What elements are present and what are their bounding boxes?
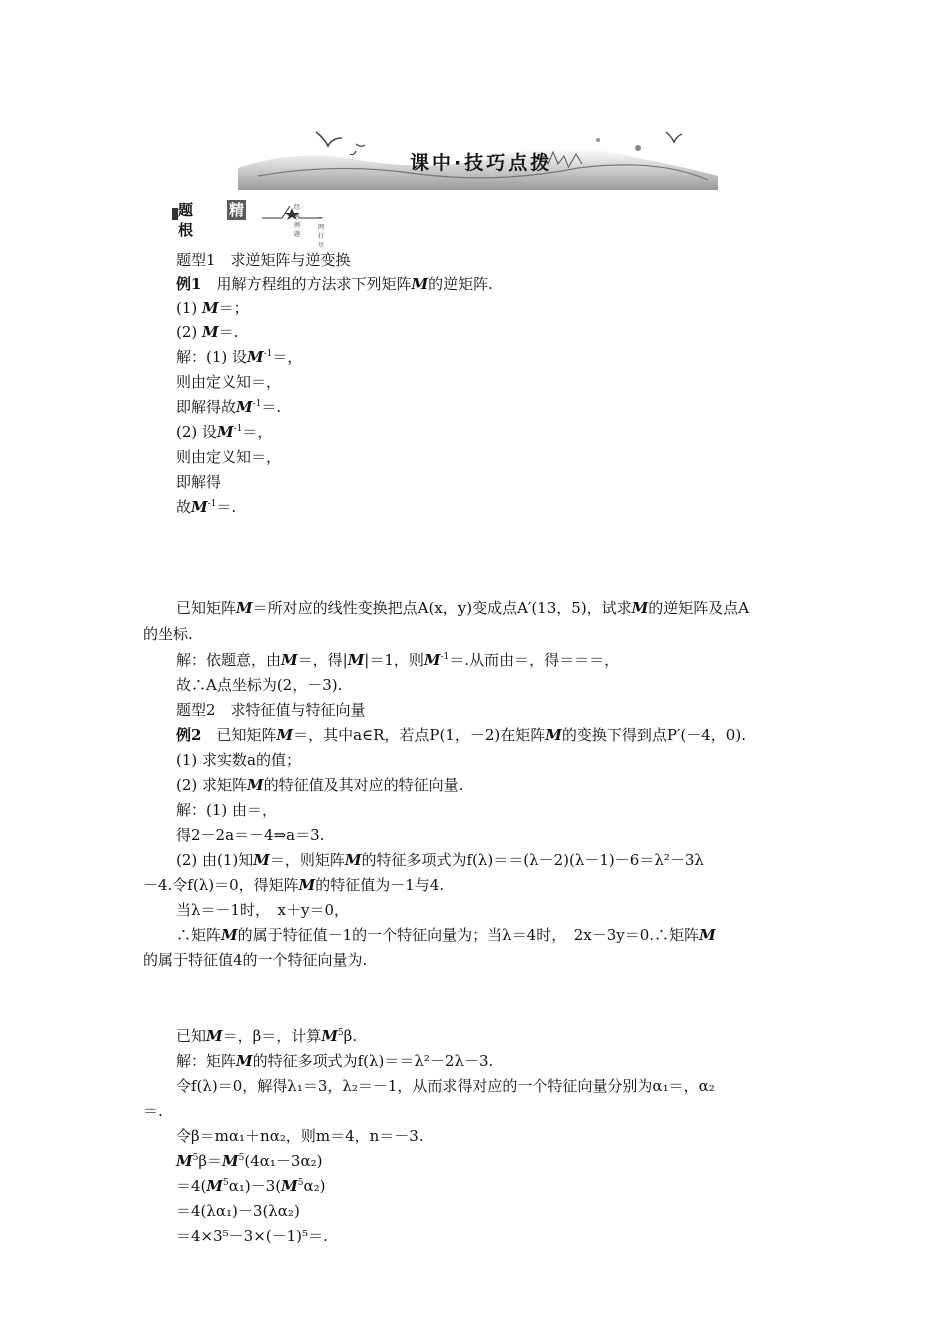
sol2-line1: 解：(1) 由＝， bbox=[176, 801, 278, 819]
practice2-sol8: ＝4×3⁵－3×(－1)⁵＝. bbox=[176, 1227, 328, 1245]
heading-type1: 题型1 求逆矩阵与逆变换 bbox=[176, 251, 351, 269]
tag-star-icon bbox=[262, 204, 322, 220]
sol1-line4: (2) 设$M^{-1}=$， bbox=[176, 423, 273, 441]
sol1-line6: 即解得 bbox=[176, 473, 222, 491]
sol1-line2: 则由定义知＝， bbox=[176, 373, 282, 391]
practice1-sol2: 故∴A点坐标为(2，－3). bbox=[176, 676, 343, 694]
heading-type2: 题型2 求特征值与特征向量 bbox=[176, 701, 366, 719]
sol1-line1: 解：(1) 设$M^{-1}=$， bbox=[176, 348, 303, 366]
ex1-part1: (1) M＝； bbox=[176, 299, 249, 317]
practice2-sol5: $M^5\beta=M^5(4\alpha_1-3\alpha_2)$ bbox=[176, 1152, 323, 1170]
example1-line: 例1 用解方程组的方法求下列矩阵M的逆矩阵. bbox=[176, 275, 493, 293]
practice2-sol1: 解：矩阵M的特征多项式为f(λ)＝＝λ²－2λ－3. bbox=[176, 1052, 494, 1070]
ex2-part1: (1) 求实数a的值； bbox=[176, 751, 301, 769]
bird-icon bbox=[316, 132, 342, 146]
sol2-line7: 的属于特征值4的一个特征向量为. bbox=[143, 951, 368, 969]
practice2-sol2: 令f(λ)＝0，解得λ₁＝3，λ₂＝－1，从而求得对应的一个特征向量分别为α₁＝，α₂ bbox=[176, 1077, 715, 1095]
tag-right: 精选 bbox=[229, 201, 245, 239]
sol1-line5: 则由定义知＝， bbox=[176, 448, 282, 466]
practice2-sol6: $=4(M^5\alpha_1)-3(M^5\alpha_2)$ bbox=[176, 1177, 326, 1195]
example2-line: 例2 已知矩阵M＝，其中a∈R，若点P(1，－2)在矩阵M的变换下得到点P′(－4，0). bbox=[176, 726, 746, 744]
sol2-line2: 得2－2a＝－4⇒a＝3. bbox=[176, 826, 325, 844]
sol2-line5: 当λ＝－1时， x＋y＝0， bbox=[176, 901, 350, 919]
sol1-line7: 故$M^{-1}=$. bbox=[176, 498, 237, 516]
practice2-sol7: ＝4(λα₁)－3(λα₂) bbox=[176, 1202, 300, 1220]
sol2-line4: －4.令f(λ)＝0，得矩阵M的特征值为－1与4. bbox=[143, 876, 445, 894]
practice2-line1: 已知M＝，β＝，计算$M^5\beta$. bbox=[176, 1027, 358, 1045]
practice2-sol3: ＝. bbox=[143, 1102, 163, 1120]
ex1-part2: (2) M＝. bbox=[176, 323, 239, 341]
practice1-line1: 已知矩阵M＝所对应的线性变换把点A(x，y)变成点A′(13，5)，试求M的逆矩阵及点A bbox=[176, 599, 750, 617]
practice2-sol4: 令β＝mα₁＋nα₂，则m＝4，n＝－3. bbox=[176, 1127, 424, 1145]
ex2-part2: (2) 求矩阵M的特征值及其对应的特征向量. bbox=[176, 776, 464, 794]
practice1-line2: 的坐标. bbox=[143, 625, 193, 643]
sol2-line3: (2) 由(1)知M＝，则矩阵M的特征多项式为f(λ)＝＝(λ－2)(λ－1)－6＝λ²－3λ bbox=[176, 851, 704, 869]
tag-left: 题根 bbox=[178, 201, 194, 239]
example2-label: 例2 bbox=[176, 726, 202, 744]
tag-sub1: 经典例题 bbox=[294, 204, 301, 238]
example1-label: 例1 bbox=[176, 275, 202, 293]
sol2-line6: ∴矩阵M的属于特征值－1的一个特征向量为；当λ＝4时， 2x－3y＝0.∴矩阵M bbox=[176, 926, 716, 944]
practice1-sol1: 解：依题意，由M＝，得|M|＝1，则$M^{-1}=$.从而由＝，得＝＝＝， bbox=[176, 651, 620, 669]
sol1-line3: 即解得故$M^{-1}=$. bbox=[176, 398, 282, 416]
banner-title: 课中·技巧点拨 bbox=[410, 152, 553, 174]
tag-sub2: 一网打尽 bbox=[318, 215, 325, 249]
